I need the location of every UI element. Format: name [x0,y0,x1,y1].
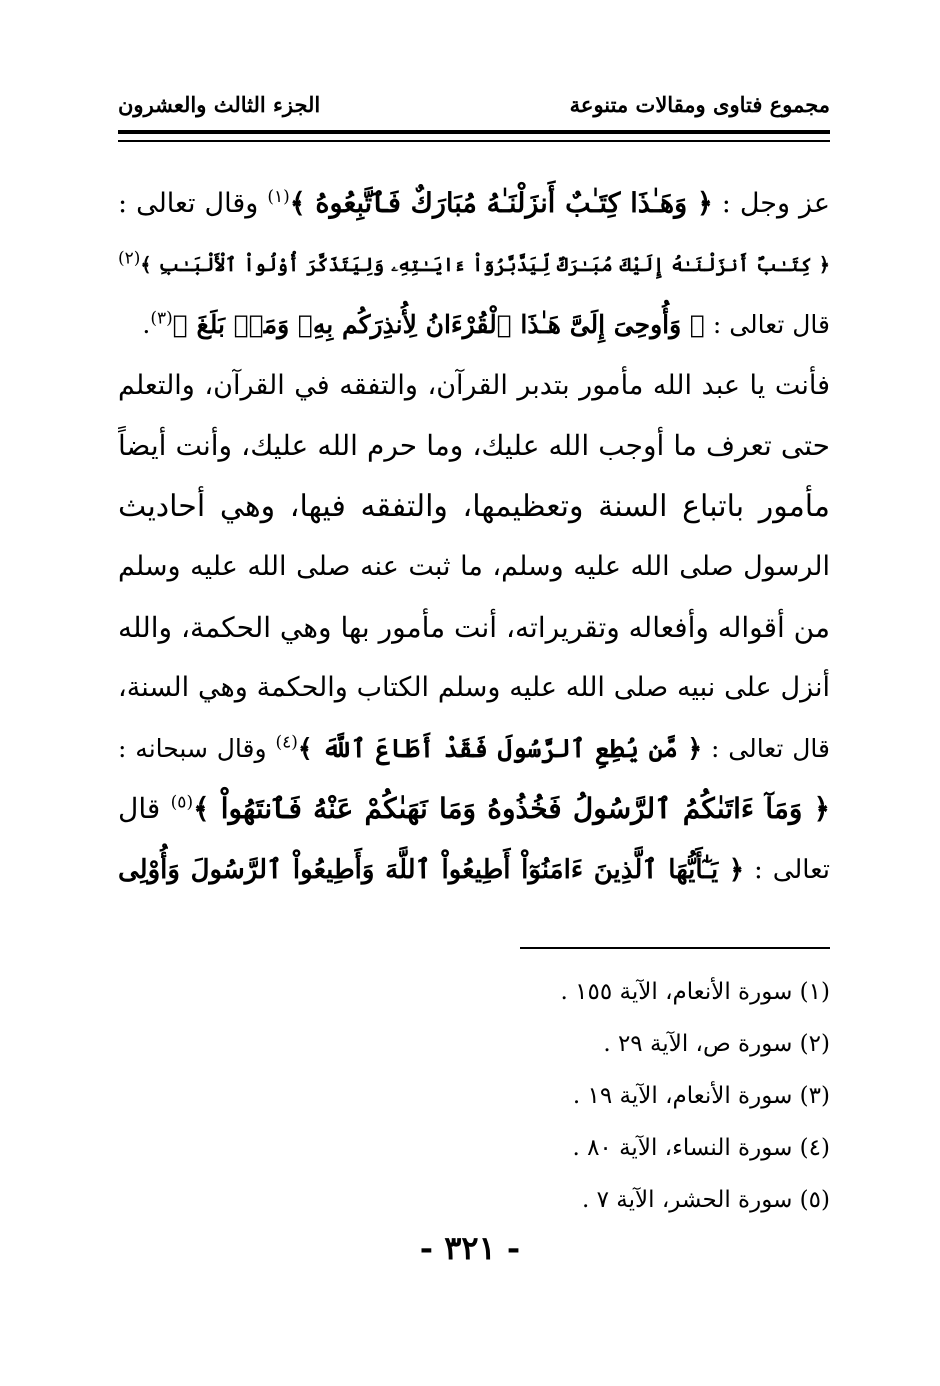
text-line-6: مأمور باتباع السنة وتعظيمها، والتفقه فيها، وهي أحاديث [118,488,830,524]
page-number: - ٣٢١ - [419,1229,521,1267]
quran-verse: ﴿ يَـٰٓأَيُّهَا ٱلَّذِينَ ءَامَنُوٓاْ أَطِيعُواْ ٱللَّهَ وَأَطِيعُواْ ٱلرَّسُولَ وَأُوْلِى [118,854,745,885]
quran-verse: ﴿ وَمَآ ءَاتَىٰكُمُ ٱلرَّسُولُ فَخُذُوهُ وَمَا نَهَىٰكُمْ عَنْهُ فَٱنتَهُواْ ﴾ [193,792,830,825]
text-line-9: أنزل على نبيه صلى الله عليه وسلم الكتاب والحكمة وهي السنة، [118,672,830,703]
footnote-3: (٣) سورة الأنعام، الآية ١٩ . [572,1083,830,1109]
main-text [118,174,830,900]
book-title: مجموع فتاوى ومقالات متنوعة [569,92,830,117]
quran-verse: ﴿ كِتَـٰبٌ أَنزَلْنَـٰهُ إِلَيْكَ مُبَـٰرَكٌ لِّيَدَّبَّرُوٓاْ ءَايَـٰتِهِۦ وَلِيَتَذَكَّرَ أُوْلُواْ ٱلْأَلْبَـٰبِ ﴾ [140,253,830,276]
text-line-8: من أقواله وأفعاله وتقريراته، أنت مأمور بها وهي الحكمة، والله [118,610,830,644]
text-line-11: ﴿ وَمَآ ءَاتَىٰكُمُ ٱلرَّسُولُ فَخُذُوهُ وَمَا نَهَىٰكُمْ عَنْهُ فَٱنتَهُواْ ﴾$^{(٥)}$ قال [118,792,830,825]
footnote-4: (٤) سورة النساء، الآية ٨٠ . [572,1135,830,1161]
footnote-2: (٢) سورة ص، الآية ٢٩ . [603,1031,830,1057]
footnotes [460,966,830,1226]
footnote-ref: (٥) [170,792,194,813]
text-line-10: قال تعالى : ﴿ مَّن يُطِعِ ٱلرَّسُولَ فَقَدْ أَطَاعَ ٱللَّهَ ﴾$^{(٤)}$ وقال سبحانه : [118,732,830,763]
header-rule-thin [118,140,830,142]
footnote-ref: (٤) [275,732,298,753]
footnote-1: (١) سورة الأنعام، الآية ١٥٥ . [560,979,830,1005]
footnote-ref: (٣) [150,308,173,329]
text-line-12: تعالى : ﴿ يَـٰٓأَيُّهَا ٱلَّذِينَ ءَامَنُوٓاْ أَطِيعُواْ ٱللَّهَ وَأَطِيعُواْ ٱلرَّسُولَ وَأُوْلِى [118,854,830,885]
footnote-separator [520,947,830,949]
text-line-1: عز وجل : ﴿ وَهَـٰذَا كِتَـٰبٌ أَنزَلْنَـٰهُ مُبَارَكٌ فَٱتَّبِعُوهُ ﴾$^{(١)}$ وقال تعالى : [118,187,830,219]
footnote-ref: (١) [267,187,290,207]
text-line-4: فأنت يا عبد الله مأمور بتدبر القرآن، والتفقه في القرآن، والتعلم [118,369,830,401]
header-rule-thick [118,130,830,134]
running-header [118,92,830,126]
quran-verse: ﴿ وَهَـٰذَا كِتَـٰبٌ أَنزَلْنَـٰهُ مُبَارَكٌ فَٱتَّبِعُوهُ ﴾ [289,188,713,219]
text-line-5: حتى تعرف ما أوجب الله عليك، وما حرم الله عليك، وأنت أيضاً [118,429,830,462]
text-line-3: قال تعالى : ﴿ وَأُوحِىَ إِلَىَّ هَـٰذَا ٱلْقُرْءَانُ لِأُنذِرَكُم بِهِۦ وَمَنۢ بَلَغَ ﴾$^{(٣)}$. [142,308,830,339]
quran-verse: ﴿ وَأُوحِىَ إِلَىَّ هَـٰذَا ٱلْقُرْءَانُ لِأُنذِرَكُم بِهِۦ وَمَنۢ بَلَغَ ﴾ [172,310,705,339]
text-line-7: الرسول صلى الله عليه وسلم، ما ثبت عنه صلى الله عليه وسلم [118,551,830,582]
quran-verse: ﴿ مَّن يُطِعِ ٱلرَّسُولَ فَقَدْ أَطَاعَ ٱللَّهَ ﴾ [297,733,703,763]
text-line-2 [118,235,830,296]
footnote-ref: (٢) [118,248,141,269]
footnote-5: (٥) سورة الحشر، الآية ٧ . [582,1187,830,1213]
volume-label: الجزء الثالث والعشرون [118,92,321,117]
